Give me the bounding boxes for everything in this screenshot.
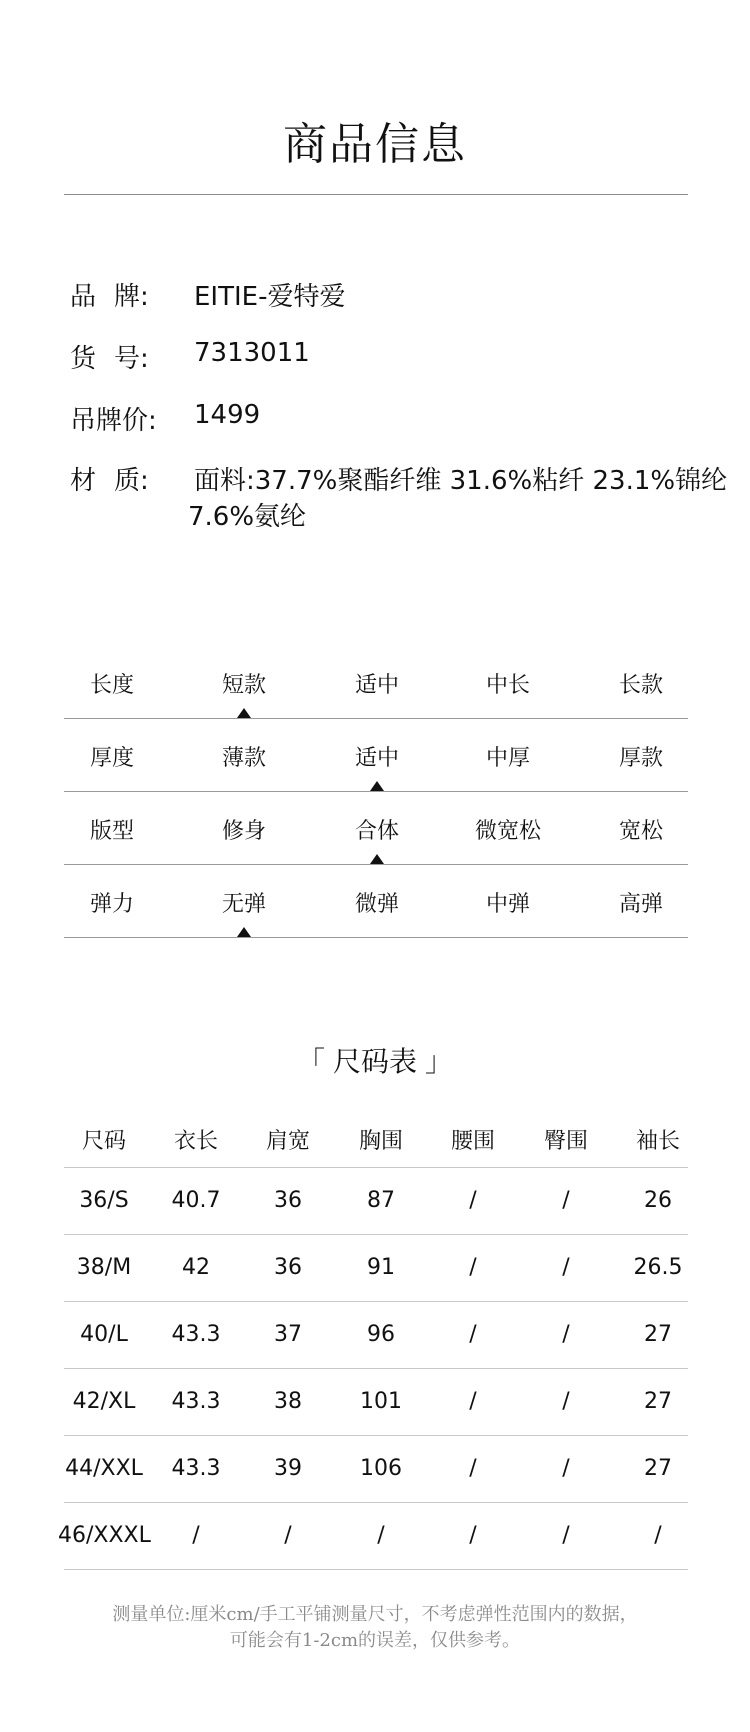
table-cell: 39 [274, 1456, 302, 1481]
table-cell: 43.3 [171, 1322, 221, 1347]
table-cell: / [562, 1255, 570, 1280]
selected-marker [237, 927, 251, 937]
table-cell: / [469, 1255, 477, 1280]
table-cell: / [562, 1389, 570, 1414]
table-cell: 36/S [79, 1188, 129, 1213]
table-cell: 38/M [76, 1255, 132, 1280]
attribute-option: 适中 [354, 746, 399, 771]
attribute-divider [64, 937, 688, 938]
attribute-option: 中厚 [485, 746, 530, 771]
table-cell: / [562, 1322, 570, 1347]
attribute-option: 适中 [354, 673, 399, 698]
table-row [64, 1168, 688, 1235]
table-cell: 96 [367, 1322, 395, 1347]
attribute-row [64, 646, 688, 719]
table-header-row [64, 1120, 688, 1168]
sku-label: 货 号: [70, 344, 149, 374]
size-chart-title [0, 1040, 750, 1080]
table-cell: / [469, 1188, 477, 1213]
table-row [64, 1369, 688, 1436]
table-cell: 42/XL [72, 1389, 136, 1414]
table-cell: 87 [367, 1188, 395, 1213]
table-row [64, 1235, 688, 1302]
selected-marker [237, 708, 251, 718]
open-bracket: 「 [296, 1045, 325, 1078]
attribute-option: 微弹 [354, 892, 399, 917]
table-row [64, 1436, 688, 1503]
table-header-cell: 尺码 [81, 1129, 126, 1154]
attribute-option: 修身 [221, 819, 266, 844]
table-cell: / [284, 1523, 292, 1548]
row-divider [64, 1569, 688, 1570]
table-cell: 44/XXL [65, 1456, 143, 1481]
attribute-row [64, 719, 688, 792]
material-value-line1: 面料:37.7%聚酯纤维 31.6%粘纤 23.1%锦纶 [194, 466, 728, 496]
attribute-option: 薄款 [221, 746, 266, 771]
attribute-option: 微宽松 [474, 819, 541, 844]
table-cell: / [377, 1523, 385, 1548]
size-note-line2: 可能会有1-2cm的误差，仅供参考。 [229, 1630, 521, 1651]
size-chart-title-text: 尺码表 [332, 1045, 417, 1078]
page-title: 商品信息 [283, 119, 467, 170]
attribute-name: 版型 [89, 819, 134, 844]
table-cell: 91 [367, 1255, 395, 1280]
table-cell: 36 [274, 1188, 302, 1213]
table-cell: 37 [274, 1322, 302, 1347]
material-label: 材 质: [70, 466, 149, 496]
table-cell: 36 [274, 1255, 302, 1280]
table-cell: / [192, 1523, 200, 1548]
table-header-cell: 腰围 [450, 1129, 495, 1154]
table-cell: 42 [182, 1255, 210, 1280]
table-header-cell: 肩宽 [265, 1129, 310, 1154]
table-cell: / [469, 1523, 477, 1548]
table-cell: 40.7 [171, 1188, 221, 1213]
table-cell: 27 [644, 1456, 672, 1481]
attribute-name: 弹力 [89, 892, 134, 917]
brand-label: 品 牌: [70, 282, 149, 312]
table-row [64, 1302, 688, 1369]
table-cell: 26 [644, 1188, 672, 1213]
table-cell: 27 [644, 1322, 672, 1347]
selected-marker [370, 854, 384, 864]
attribute-option: 厚款 [618, 746, 663, 771]
attribute-option: 中弹 [485, 892, 530, 917]
size-table [58, 1120, 688, 1570]
table-cell: / [654, 1523, 662, 1548]
attribute-option: 中长 [485, 673, 530, 698]
attribute-option: 短款 [221, 673, 266, 698]
table-row [58, 1503, 688, 1570]
material-value-line2: 7.6%氨纶 [188, 502, 307, 532]
table-header-cell: 臀围 [543, 1129, 588, 1154]
attribute-option: 无弹 [221, 892, 266, 917]
close-bracket: 」 [424, 1045, 453, 1078]
attribute-option: 宽松 [618, 819, 663, 844]
selected-marker [370, 781, 384, 791]
table-header-cell: 胸围 [358, 1129, 403, 1154]
table-cell: 40/L [80, 1322, 128, 1347]
table-header-cell: 衣长 [173, 1129, 218, 1154]
price-value: 1499 [194, 400, 261, 430]
table-cell: 43.3 [171, 1389, 221, 1414]
title-divider [64, 194, 688, 195]
attribute-row [64, 792, 688, 865]
table-cell: 38 [274, 1389, 302, 1414]
attribute-option: 高弹 [618, 892, 663, 917]
table-cell: / [469, 1456, 477, 1481]
attribute-name: 长度 [89, 673, 134, 698]
table-cell: / [562, 1188, 570, 1213]
table-header-cell: 袖长 [635, 1129, 680, 1154]
table-cell: / [562, 1523, 570, 1548]
table-cell: 43.3 [171, 1456, 221, 1481]
table-cell: 27 [644, 1389, 672, 1414]
table-cell: 106 [360, 1456, 402, 1481]
table-cell: 101 [360, 1389, 402, 1414]
attribute-option: 合体 [354, 819, 399, 844]
attribute-row [64, 865, 688, 938]
brand-value: EITIE-爱特爱 [194, 282, 346, 312]
table-cell: / [562, 1456, 570, 1481]
attribute-name: 厚度 [89, 746, 134, 771]
table-cell: / [469, 1322, 477, 1347]
size-note-line1: 测量单位:厘米cm/手工平铺测量尺寸，不考虑弹性范围内的数据， [112, 1604, 638, 1625]
attribute-option: 长款 [618, 673, 663, 698]
price-label: 吊牌价: [70, 406, 157, 436]
sku-value: 7313011 [194, 338, 310, 368]
table-cell: 46/XXXL [58, 1523, 151, 1548]
table-cell: / [469, 1389, 477, 1414]
table-cell: 26.5 [633, 1255, 683, 1280]
